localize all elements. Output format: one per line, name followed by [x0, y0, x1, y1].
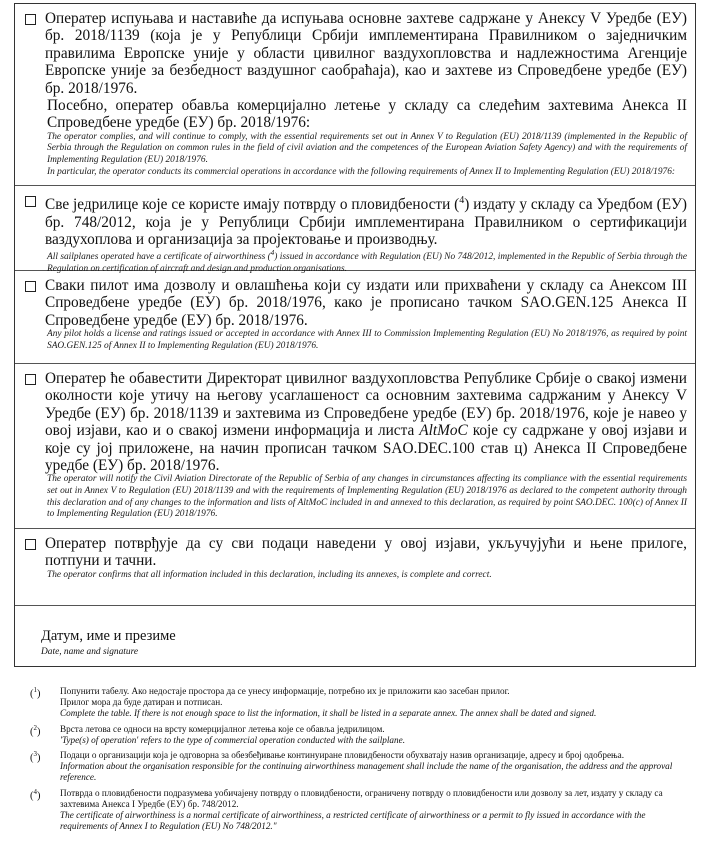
signature-label: Датум, име и презиме	[41, 628, 176, 644]
pilot-licence-text-sr: Сваки пилот има дозволу и овлашћења који су издати или прихваћени у складу са Анексом III Спроведбене уредбе (ЕУ) бр. 2018/1976, како је прописано тачком SAO.GEN.125 Анекса II Спроведбене уредбе (ЕУ) бр. 2018/1976.	[45, 277, 687, 329]
confirmation-checkbox[interactable]	[25, 539, 36, 550]
pilot-licence-text-en: Any pilot holds a license and ratings issued or accepted in accordance with Annex III to Commission Implementing Regulation (EU) No 2018/1976, as required by point SAO.GEN.125 of Annex II to Implementing Regulation (EU) 2018/1976.	[47, 329, 687, 351]
footnotes	[30, 686, 686, 836]
confirmation-text-en: The operator confirms that all information included in this declaration, including its annexes, is complete and correct.	[47, 569, 492, 580]
airworthiness-text-sr: Све једрилице које се користе имају потврду о пловидбености ($^4$) издату у складу са Уредбом (ЕУ) бр. 748/2012, која је у Републици Србији имплементирана Правилником о сертификацији ваздухоплова и организација за пројектовање и производњу.	[45, 195, 688, 248]
confirmation-text-sr: Оператер потврђује да су сви подаци наведени у овој изјави, укључујући и њене прилоге, потпуни и тачни.	[45, 535, 687, 570]
section-confirmation	[15, 529, 695, 606]
footnote-4: ($^4$) Потврда о пловидбености подразумева уобичајену потврду о пловидбености, ограничену потврду о пловидбености или дозволу за лет, издату у складу са захтевима Анекса I Уредбе (ЕУ) бр. 748/2012. The certificate of airworthiness is a normal certificate of airworthiness, a restricted certificate of airworthiness or a permit to fly issued in accordance with the requirements of Annex I to Regulation (EU) No 748/2012."	[30, 787, 663, 832]
footnote-3: ($^3$) Подаци о организацији која је одговорна за обезбеђивање континуиране пловидбености обухватају назив организације, адресу и број одобрења. Information about the organisation responsible for the continuing airworthiness management shall include the name of the organisation, the address and the approval reference.	[30, 750, 673, 783]
notification-text-sr: Оператер ће обавестити Директорат цивилног ваздухопловства Републике Србије о свакој измени околности које утичу на његову усаглашеност са основним захтевима садржаним у Анексу V Уредбе (ЕУ) бр. 2018/1139 и захтевима из Спроведбене уредбе (ЕУ) бр. 2018/1976, које је навео у овој изјави, као и о свакој измени информација и листа AltMoC које су садржане у овој изјави и које су јој приложене, на начин прописан тачком SAO.DEC.100 став ц) Анекса II Спроведбене уредбе (ЕУ) бр. 2018/1976.	[45, 370, 687, 475]
footnote-ref-4: 4	[459, 195, 465, 206]
section-airworthiness	[15, 186, 695, 275]
footnote-1: ($^1$) Попунити табелу. Ако недостаје простора да се унесу информације, потребно их је приложити као засебан прилог. Прилог мора да буде датиран и потписан. Complete the table. If there is not enough space to list the information, it shall be listed in a separate annex. The annex shall be dated and signed.	[30, 686, 597, 719]
compliance-text-en: The operator complies, and will continue to comply, with the essential requirements set out in Annex V to Regulation (EU) 2018/1139 (implemented in the Republic of Serbia through the Regulation on common rules in the field of civil aviation and the competences of the European Aviation Safety Agency) and with the requirements of Implementing Regulation (EU) 2018/1976.	[47, 131, 687, 166]
particular-text-sr: Посебно, оператер обавља комерцијално летење у складу са следећим захтевима Анекса II Спроведбене уредбе (ЕУ) бр. 2018/1976:	[47, 97, 687, 132]
section-compliance	[15, 4, 695, 186]
pilot-licence-checkbox[interactable]	[25, 281, 36, 292]
notification-checkbox[interactable]	[25, 374, 36, 385]
compliance-checkbox[interactable]	[25, 14, 36, 25]
airworthiness-checkbox[interactable]	[25, 196, 36, 207]
declaration-table	[14, 3, 696, 667]
airworthiness-text-en: All sailplanes operated have a certificate of airworthiness ($^4$) issued in accordance with Regulation (EU) No 748/2012, implemented in the Republic of Serbia through the Regulation on certification of aircraft and design and production organisations.	[47, 249, 687, 275]
signature-label-en: Date, name and signature	[41, 647, 139, 657]
notification-text-en: The operator will notify the Civil Aviation Directorate of the Republic of Serbia of any changes in circumstances affecting its compliance with the essential requirements set out in Annex V to Regulation (EU) 2018/1139 and with the requirements of Implementing Regulation (EU) 2018/1976 as declared to the competent authority through this declaration and of any changes to the information and lists of AltMoC included in and annexed to this declaration, as required by point SAO.DEC. 100(c) of Annex II to Implementing Regulation (EU) 2018/1976.	[47, 474, 687, 520]
footnote-2: ($^2$) Врста летова се односи на врсту комерцијалног летења које се обавља једрилицом. 'Type(s) of operation' refers to the type of commercial operation conducted with the sailplane.	[30, 723, 405, 745]
compliance-text-sr: Оператер испуњава и наставиће да испуњава основне захтеве садржане у Анексу V Уредбе (ЕУ) бр. 2018/1139 (која је у Републици Србији имплементирана Правилником о заједничким правилима Европске уније у области цивилног ваздухопловства и надлежностима Агенције Европске уније за безбедност ваздушног саобраћаја), као и захтеве из Спроведбене уредбе (ЕУ) бр. 2018/1976.	[45, 10, 687, 97]
section-pilot-licence	[15, 271, 695, 364]
particular-text-en: In particular, the operator conducts its commercial operations in accordance with the following requirements of Annex II to Implementing Regulation (EU) 2018/1976:	[47, 166, 676, 177]
section-notification	[15, 364, 695, 529]
